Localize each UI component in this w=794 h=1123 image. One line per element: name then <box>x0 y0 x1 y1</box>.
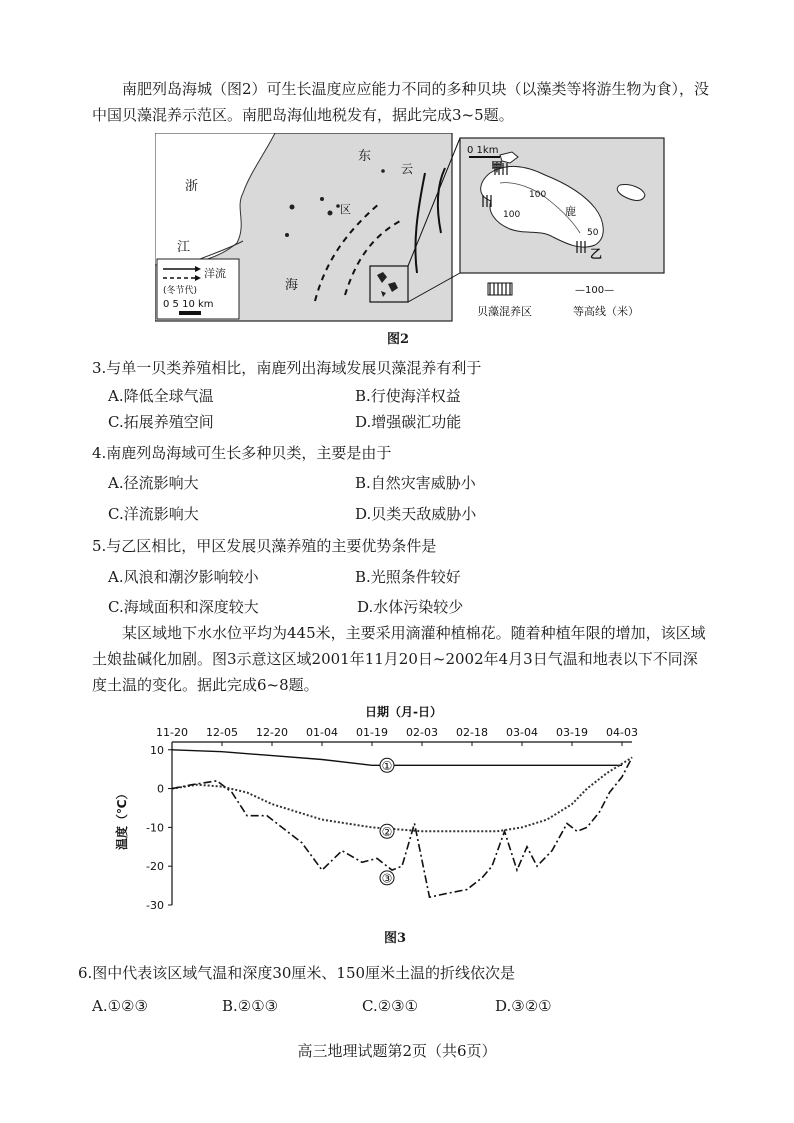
series-line-3 <box>172 758 632 898</box>
legend-farm: 贝藻混养区 <box>477 305 532 318</box>
legend-season: (冬节代) <box>163 286 198 296</box>
q3-option-c[interactable]: C.拓展养殖空间 <box>108 413 214 431</box>
label-dots: 区 <box>340 203 351 216</box>
x-tick-label: 12-05 <box>206 726 238 739</box>
x-tick-label: 01-19 <box>356 726 388 739</box>
figure-3-chart <box>110 700 680 915</box>
intro-paragraph-2: 某区域地下水水位平均为445米，主要采用滴灌种植棉花。随着种植年限的增加，该区域土娘盐碱化加剧。图3示意这区域2001年11月20日~2002年4月3日气温和地表以下不同深度土温的变化。据此完成6~8题。 <box>92 624 706 694</box>
page-footer: 高三地理试题第2页（共6页） <box>297 1042 497 1060</box>
x-tick-label: 03-04 <box>506 726 538 739</box>
y-tick-label: -10 <box>146 821 164 835</box>
series-label-2: ② <box>381 824 393 839</box>
x-tick-label: 04-03 <box>606 726 638 739</box>
figure-3-caption: 图3 <box>384 931 407 946</box>
x-tick-label: 02-18 <box>456 726 488 739</box>
label-hai: 海 <box>285 278 299 293</box>
q4-option-b[interactable]: B.自然灾害威胁小 <box>355 474 476 492</box>
q6-option-b[interactable]: B.②①③ <box>222 997 279 1015</box>
q5-option-d[interactable]: D.水体污染较少 <box>357 598 464 616</box>
label-q: 云 <box>401 162 414 176</box>
q3-option-d[interactable]: D.增强碳汇功能 <box>355 413 462 431</box>
question-4-stem: 4.南鹿列岛海域可生长多种贝类，主要是由于 <box>92 444 392 462</box>
x-tick-label: 12-20 <box>256 726 288 739</box>
inset-scale: 0 1km <box>467 145 499 156</box>
legend-current: 洋流 <box>204 267 226 280</box>
q5-option-c[interactable]: C.海域面积和深度较大 <box>108 598 259 616</box>
label-jiang: 江 <box>177 240 191 255</box>
inset-contour-100a: 100 <box>529 190 547 200</box>
chart-title: 日期（月-日） <box>365 705 442 719</box>
q3-option-a[interactable]: A.降低全球气温 <box>108 387 214 405</box>
figure-2-caption: 图2 <box>387 332 410 347</box>
x-tick-label: 02-03 <box>406 726 438 739</box>
inset-label-jia: 甲 <box>491 160 504 174</box>
question-5-stem: 5.与乙区相比，甲区发展贝藻养殖的主要优势条件是 <box>92 537 437 555</box>
inset-contour-50: 50 <box>587 228 599 238</box>
series-label-1: ① <box>381 758 393 773</box>
y-tick-label: 0 <box>157 782 164 796</box>
label-zhe: 浙 <box>185 179 199 194</box>
q5-option-b[interactable]: B.光照条件较好 <box>355 568 461 586</box>
q6-option-a[interactable]: A.①②③ <box>92 997 148 1015</box>
q4-option-c[interactable]: C.洋流影响大 <box>108 505 199 523</box>
chart-ylabel: 温度（℃） <box>115 787 129 850</box>
figure-2-map <box>155 133 665 323</box>
x-tick-label: 01-04 <box>306 726 338 739</box>
inset-label-yi: 乙 <box>590 247 603 261</box>
inset-label-lu: 鹿 <box>565 205 576 218</box>
y-tick-label: 10 <box>150 743 164 757</box>
q4-option-d[interactable]: D.贝类天敌威胁小 <box>355 505 477 523</box>
intro-paragraph-1: 南肥列岛海城（图2）可生长温度应应能力不同的多种贝块（以藻类等将游生物为食），没中国贝藻混养示范区。南肥岛海仙地税发有，据此完成3~5题。 <box>92 80 710 124</box>
legend-contour: 等高线（米） <box>573 305 639 318</box>
question-3-stem: 3.与单一贝类养殖相比，南鹿列出海域发展贝藻混养有利于 <box>92 359 482 377</box>
x-tick-label: 03-19 <box>556 726 588 739</box>
q4-option-a[interactable]: A.径流影响大 <box>108 474 199 492</box>
legend-contour-line: —100— <box>575 285 615 296</box>
question-6-stem: 6.图中代表该区域气温和深度30厘米、150厘米土温的折线依次是 <box>78 964 516 982</box>
legend-scale: 0 5 10 km <box>163 299 214 310</box>
q3-option-b[interactable]: B.行使海洋权益 <box>355 387 461 405</box>
x-tick-label: 11-20 <box>156 726 188 739</box>
label-dong: 东 <box>358 149 372 164</box>
q5-option-a[interactable]: A.风浪和潮汐影响较小 <box>108 568 259 586</box>
series-line-1 <box>172 750 622 766</box>
q6-option-d[interactable]: D.③②① <box>495 997 552 1015</box>
y-tick-label: -20 <box>146 860 164 874</box>
y-tick-label: -30 <box>146 899 164 912</box>
inset-contour-100b: 100 <box>503 210 521 220</box>
series-line-2 <box>172 758 632 832</box>
series-label-3: ③ <box>381 871 393 886</box>
q6-option-c[interactable]: C.②③① <box>362 997 419 1015</box>
